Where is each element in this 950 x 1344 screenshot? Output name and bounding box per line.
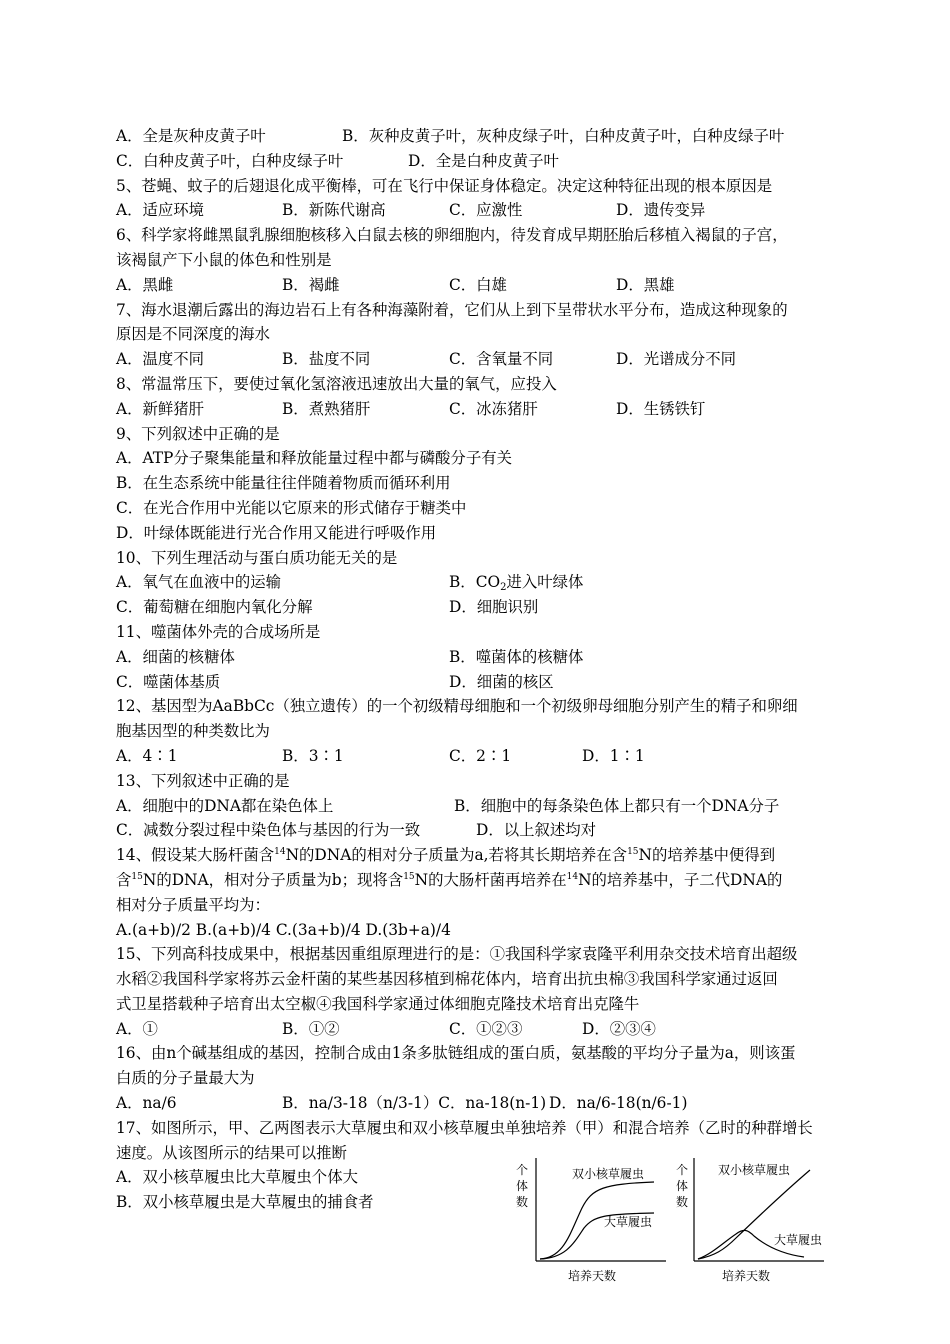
text-line xyxy=(116,893,840,918)
right-ylabel-2: 体 xyxy=(676,1179,689,1193)
text-run: 17、如图所示，甲、乙两图表示大草履虫和双小核草履虫单独培养（甲）和混合培养（乙时的种群增长 xyxy=(116,1118,813,1137)
text-run: B．na/3-18（n/3-1）C．na-18(n-1) xyxy=(282,1094,547,1113)
text-line xyxy=(116,918,840,943)
text-segment xyxy=(116,1116,813,1141)
text-line xyxy=(116,620,840,645)
text-segment xyxy=(116,372,557,397)
text-line xyxy=(116,372,840,397)
text-run: 11、噬菌体外壳的合成场所是 xyxy=(116,622,321,641)
text-run: C．2∶1 xyxy=(449,746,512,765)
text-segment xyxy=(282,347,370,372)
text-segment xyxy=(116,918,451,943)
text-line xyxy=(116,992,840,1017)
text-line xyxy=(116,223,840,248)
text-segment xyxy=(116,670,220,695)
text-run: 相对分子质量平均为： xyxy=(116,895,270,914)
text-segment xyxy=(116,471,451,496)
left-xlabel: 培养天数 xyxy=(568,1269,617,1283)
text-line xyxy=(116,769,840,794)
text-segment xyxy=(116,694,798,719)
right-curve-2-label: 大草履虫 xyxy=(774,1233,823,1247)
text-line xyxy=(116,744,840,769)
text-line xyxy=(116,868,840,893)
text-segment xyxy=(116,124,266,149)
text-segment xyxy=(282,273,339,298)
text-segment xyxy=(116,198,204,223)
text-line xyxy=(116,1041,840,1066)
text-segment xyxy=(282,1017,339,1042)
text-line xyxy=(116,496,840,521)
sup-script: 15 xyxy=(403,871,415,882)
text-run: N的培养基中，子二代DNA的 xyxy=(578,870,783,889)
text-run: A．na/6 xyxy=(116,1094,177,1113)
text-run: 12、基因型为AaBbCc（独立遗传）的一个初级精母细胞和一个初级卵母细胞分别产生的精子和卵细 xyxy=(116,697,798,716)
text-segment xyxy=(116,546,397,571)
text-segment xyxy=(454,794,779,819)
text-segment xyxy=(449,273,507,298)
text-run: 16、由n个碱基组成的基因，控制合成由1条多肽链组成的蛋白质，氨基酸的平均分子量为a，则该蛋 xyxy=(116,1044,796,1063)
text-line xyxy=(116,1017,840,1042)
text-segment xyxy=(116,273,173,298)
text-segment xyxy=(342,124,784,149)
text-run: D．细菌的核区 xyxy=(449,672,554,691)
text-run: B．褐雌 xyxy=(282,275,340,294)
text-segment xyxy=(116,893,270,918)
text-line xyxy=(116,843,840,868)
text-run: A．氧气在血液中的运输 xyxy=(116,573,282,592)
text-segment xyxy=(116,595,312,620)
text-run: D．黑雄 xyxy=(616,275,675,294)
text-run: 原因是不同深度的海水 xyxy=(116,325,270,344)
sub-script: 2 xyxy=(500,582,507,594)
text-run: 7、海水退潮后露出的海边岩石上有各种海藻附着，它们从上到下呈带状水平分布，造成这种现象的 xyxy=(116,300,788,319)
text-segment xyxy=(449,645,583,670)
text-run: B．细胞中的每条染色体上都只有一个DNA分子 xyxy=(454,796,780,815)
text-run: B．双小核草履虫是大草履虫的捕食者 xyxy=(116,1193,374,1212)
text-run: B．噬菌体的核糖体 xyxy=(449,647,584,666)
text-segment xyxy=(116,446,512,471)
chart-single-culture xyxy=(516,1158,666,1283)
text-run: D．na/6-18(n/6-1) xyxy=(549,1094,688,1113)
left-ylabel-3: 数 xyxy=(516,1195,529,1209)
text-line xyxy=(116,322,840,347)
text-segment xyxy=(116,422,280,447)
sup-script: 15 xyxy=(627,847,639,858)
text-line xyxy=(116,446,840,471)
text-segment xyxy=(116,818,420,843)
text-segment xyxy=(116,347,204,372)
text-line xyxy=(116,670,840,695)
right-xlabel: 培养天数 xyxy=(722,1269,771,1283)
text-run: 白质的分子量最大为 xyxy=(116,1069,255,1088)
text-run: 式卫星搭载种子培育出太空椒④我国科学家通过体细胞克隆技术培育出克隆牛 xyxy=(116,994,640,1013)
text-segment xyxy=(616,397,705,422)
text-line xyxy=(116,347,840,372)
text-run: D．叶绿体既能进行光合作用又能进行呼吸作用 xyxy=(116,523,437,542)
text-run: D．遗传变异 xyxy=(616,201,706,220)
text-segment xyxy=(116,719,270,744)
text-run: A．黑雌 xyxy=(116,275,174,294)
text-line xyxy=(116,149,840,174)
text-segment xyxy=(449,570,583,598)
text-run: C．①②③ xyxy=(449,1019,523,1038)
text-run: D．细胞识别 xyxy=(449,598,539,617)
text-segment xyxy=(549,1091,687,1116)
text-run: C．葡萄糖在细胞内氧化分解 xyxy=(116,598,313,617)
text-line xyxy=(116,694,840,719)
left-curve-1-label: 双小核草履虫 xyxy=(572,1167,645,1181)
sup-script: 14 xyxy=(274,847,286,858)
text-segment xyxy=(116,769,290,794)
text-segment xyxy=(116,223,788,248)
text-run: C．白雄 xyxy=(449,275,507,294)
text-run: 9、下列叙述中正确的是 xyxy=(116,424,280,443)
text-segment xyxy=(449,347,553,372)
text-run: D．光谱成分不同 xyxy=(616,350,737,369)
text-line xyxy=(116,174,840,199)
text-segment xyxy=(116,1190,374,1215)
text-segment xyxy=(449,397,538,422)
text-run: A．细胞中的DNA都在染色体上 xyxy=(116,796,334,815)
text-line xyxy=(116,273,840,298)
chart-mixed-culture xyxy=(676,1158,824,1283)
text-segment xyxy=(449,670,554,695)
text-run: N的大肠杆菌再培养在 xyxy=(414,870,567,889)
text-line xyxy=(116,818,840,843)
text-segment xyxy=(116,1066,255,1091)
text-run: 速度。从该图所示的结果可以推断 xyxy=(116,1143,347,1162)
text-run: 10、下列生理活动与蛋白质功能无关的是 xyxy=(116,548,398,567)
text-segment xyxy=(282,744,344,769)
text-segment xyxy=(449,595,538,620)
text-line xyxy=(116,198,840,223)
text-run: C．在光合作用中光能以它原来的形式储存于糖类中 xyxy=(116,498,467,517)
text-run: 6、科学家将雌黑鼠乳腺细胞核移入白鼠去核的卵细胞内，待发育成早期胚胎后移植入褐鼠的子宫， xyxy=(116,226,788,245)
text-segment xyxy=(116,248,331,273)
text-run: A．4∶1 xyxy=(116,746,178,765)
text-segment xyxy=(616,347,736,372)
text-segment xyxy=(116,496,466,521)
text-line xyxy=(116,1091,840,1116)
text-segment xyxy=(282,198,386,223)
sup-script: 14 xyxy=(566,871,579,882)
text-segment xyxy=(116,322,270,347)
text-segment xyxy=(116,843,775,871)
text-run: A．新鲜猪肝 xyxy=(116,399,205,418)
text-segment xyxy=(282,1091,546,1116)
text-run: A．全是灰种皮黄子叶 xyxy=(116,127,266,145)
text-run: B．在生态系统中能量往往伴随着物质而循环利用 xyxy=(116,474,451,493)
right-curve-1-label: 双小核草履虫 xyxy=(718,1163,791,1177)
text-line xyxy=(116,248,840,273)
text-segment xyxy=(116,1141,347,1166)
text-line xyxy=(116,967,840,992)
left-curve-2-label: 大草履虫 xyxy=(604,1215,653,1229)
text-run: B．3∶1 xyxy=(282,746,344,765)
text-run: 含 xyxy=(116,870,132,889)
text-line xyxy=(116,422,840,447)
text-segment xyxy=(116,397,204,422)
growth-curve-figure xyxy=(504,1158,844,1288)
text-run: D．以上叙述均对 xyxy=(476,821,597,840)
text-segment xyxy=(116,744,177,769)
text-segment xyxy=(116,298,788,323)
text-line xyxy=(116,124,840,149)
text-segment xyxy=(116,1091,177,1116)
text-line xyxy=(116,942,840,967)
left-ylabel-2: 体 xyxy=(516,1179,529,1193)
text-segment xyxy=(616,198,705,223)
text-segment xyxy=(116,620,320,645)
text-segment xyxy=(282,397,370,422)
text-segment xyxy=(449,744,511,769)
text-segment xyxy=(582,1017,656,1042)
text-line xyxy=(116,794,840,819)
text-segment xyxy=(116,1017,158,1042)
text-run: N的DNA，相对分子质量为b；现将含 xyxy=(142,870,404,889)
text-segment xyxy=(116,570,281,595)
text-run: 水稻②我国科学家将苏云金杆菌的某些基因移植到棉花体内，培育出抗虫棉③我国科学家通过返回 xyxy=(116,970,778,989)
text-run: D．生锈铁钉 xyxy=(616,399,706,418)
text-run: 胞基因型的种类数比为 xyxy=(116,722,270,741)
text-run: 13、下列叙述中正确的是 xyxy=(116,771,290,790)
text-run: C．减数分裂过程中染色体与基因的行为一致 xyxy=(116,821,421,840)
text-segment xyxy=(449,1017,522,1042)
right-ylabel-1: 个 xyxy=(676,1163,689,1177)
text-run: B．CO xyxy=(449,573,501,592)
left-ylabel-1: 个 xyxy=(516,1163,529,1177)
text-segment xyxy=(582,744,645,769)
text-line xyxy=(116,546,840,571)
text-run: B．盐度不同 xyxy=(282,350,371,369)
text-run: 该褐鼠产下小鼠的体色和性别是 xyxy=(116,250,332,269)
text-run: D．②③④ xyxy=(582,1019,656,1038)
text-run: A．适应环境 xyxy=(116,201,205,220)
text-segment xyxy=(116,868,782,896)
text-line xyxy=(116,719,840,744)
text-line xyxy=(116,1116,840,1141)
text-run: 进入叶绿体 xyxy=(506,573,584,592)
text-run: N的DNA的相对分子质量为a,若将其长期培养在含 xyxy=(285,846,628,865)
text-line xyxy=(116,397,840,422)
text-segment xyxy=(476,818,596,843)
text-segment xyxy=(116,645,235,670)
text-run: B．①② xyxy=(282,1019,340,1038)
text-run: B．煮熟猪肝 xyxy=(282,399,371,418)
text-line xyxy=(116,521,840,546)
text-segment xyxy=(616,273,675,298)
text-line xyxy=(116,595,840,620)
text-run: A．双小核草履虫比大草履虫个体大 xyxy=(116,1168,358,1187)
text-segment xyxy=(408,149,559,174)
text-segment xyxy=(449,198,522,223)
text-line xyxy=(116,570,840,595)
sup-script: 15 xyxy=(131,871,143,882)
text-run: C．噬菌体基质 xyxy=(116,672,221,691)
text-run: C．冰冻猪肝 xyxy=(449,399,538,418)
text-run: C．白种皮黄子叶，白种皮绿子叶 xyxy=(116,151,344,170)
text-segment xyxy=(116,149,343,174)
text-run: B．灰种皮黄子叶，灰种皮绿子叶，白种皮黄子叶，白种皮绿子叶 xyxy=(342,127,785,145)
text-line xyxy=(116,471,840,496)
text-line xyxy=(116,645,840,670)
text-segment xyxy=(116,1041,795,1066)
text-run: 14、假设某大肠杆菌含 xyxy=(116,846,275,865)
text-segment xyxy=(116,794,333,819)
text-segment xyxy=(116,942,797,967)
right-ylabel-3: 数 xyxy=(676,1195,689,1209)
text-segment xyxy=(116,967,778,992)
text-run: 8、常温常压下，要使过氧化氢溶液迅速放出大量的氧气，应投入 xyxy=(116,374,557,393)
text-run: A．温度不同 xyxy=(116,350,205,369)
text-run: D．1∶1 xyxy=(582,746,645,765)
text-run: 5、苍蝇、蚊子的后翅退化成平衡棒，可在飞行中保证身体稳定。决定这种特征出现的根本原因是 xyxy=(116,176,773,195)
text-run: N的培养基中便得到 xyxy=(638,846,776,865)
text-run: 15、下列高科技成果中，根据基因重组原理进行的是：①我国科学家袁隆平利用杂交技术培育出超级 xyxy=(116,945,798,964)
text-line xyxy=(116,1066,840,1091)
text-run: A．ATP分子聚集能量和释放能量过程中都与磷酸分子有关 xyxy=(116,449,512,468)
text-run: C．应激性 xyxy=(449,201,523,220)
text-segment xyxy=(116,1165,358,1190)
text-line xyxy=(116,298,840,323)
text-run: C．含氧量不同 xyxy=(449,350,554,369)
text-run: A.(a+b)/2 B.(a+b)/4 C.(3a+b)/4 D.(3b+a)/4 xyxy=(116,920,451,939)
document-body xyxy=(116,124,840,1215)
text-segment xyxy=(116,174,772,199)
text-run: B．新陈代谢高 xyxy=(282,201,386,220)
text-segment xyxy=(116,992,639,1017)
text-run: A．细菌的核糖体 xyxy=(116,647,235,666)
text-run: D．全是白种皮黄子叶 xyxy=(408,151,559,170)
text-run: A．① xyxy=(116,1019,158,1038)
text-segment xyxy=(116,521,436,546)
